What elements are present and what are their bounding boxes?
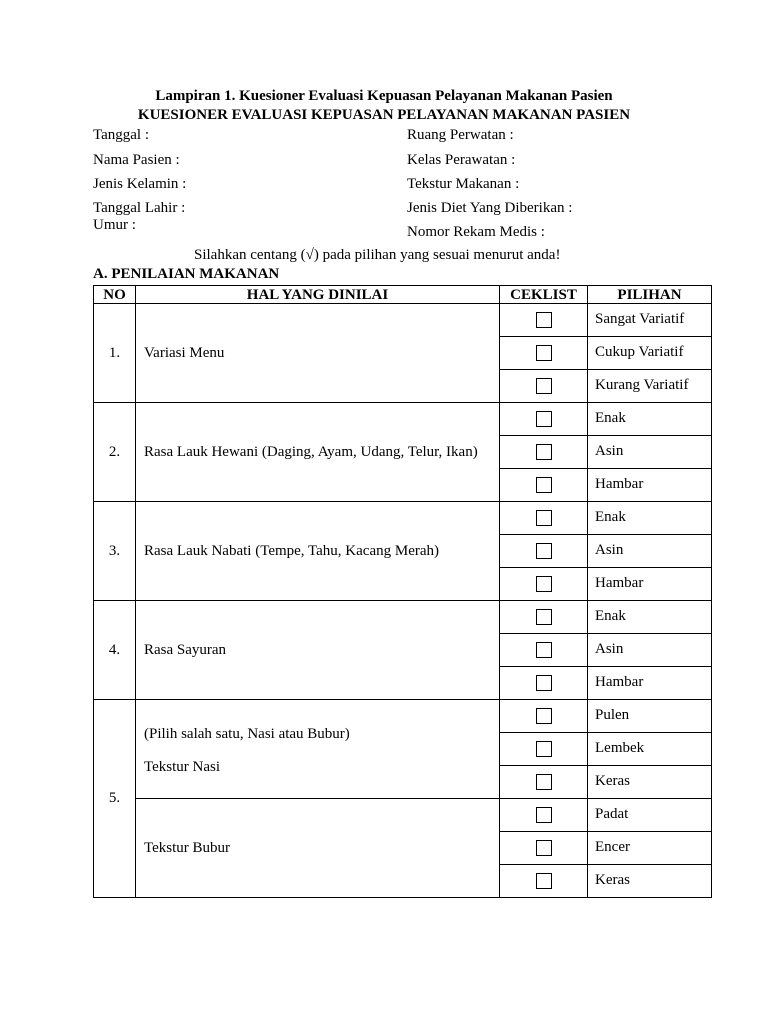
header-item: HAL YANG DINILAI xyxy=(136,286,500,304)
option-label: Asin xyxy=(588,634,712,667)
checkbox[interactable] xyxy=(536,576,552,592)
field-ruang-perawatan: Ruang Perwatan : xyxy=(407,127,514,143)
option-label: Cukup Variatif xyxy=(588,337,712,370)
row-number: 4. xyxy=(94,601,136,700)
check-cell xyxy=(500,733,588,766)
option-label: Encer xyxy=(588,832,712,865)
checkbox[interactable] xyxy=(536,312,552,328)
row-item: Tekstur Bubur xyxy=(136,799,500,898)
checkbox[interactable] xyxy=(536,675,552,691)
row-note: (Pilih salah satu, Nasi atau Bubur) xyxy=(144,726,350,742)
checkbox[interactable] xyxy=(536,807,552,823)
checkbox[interactable] xyxy=(536,708,552,724)
assessment-table xyxy=(93,285,712,898)
checkbox[interactable] xyxy=(536,642,552,658)
option-label: Kurang Variatif xyxy=(588,370,712,403)
check-cell xyxy=(500,799,588,832)
option-label: Enak xyxy=(588,502,712,535)
option-label: Asin xyxy=(588,436,712,469)
table-row xyxy=(94,304,712,337)
checkbox[interactable] xyxy=(536,345,552,361)
option-label: Enak xyxy=(588,403,712,436)
option-label: Hambar xyxy=(588,667,712,700)
option-label: Asin xyxy=(588,535,712,568)
checkbox[interactable] xyxy=(536,477,552,493)
check-cell xyxy=(500,502,588,535)
check-cell xyxy=(500,370,588,403)
section-title: A. PENILAIAN MAKANAN xyxy=(93,266,280,282)
table-row xyxy=(94,502,712,535)
field-jenis-diet: Jenis Diet Yang Diberikan : xyxy=(407,200,573,216)
check-cell xyxy=(500,469,588,502)
check-cell xyxy=(500,535,588,568)
row-item: Rasa Sayuran xyxy=(136,601,500,700)
appendix-title: Lampiran 1. Kuesioner Evaluasi Kepuasan Pelayanan Makanan Pasien xyxy=(155,88,613,104)
check-cell xyxy=(500,568,588,601)
check-cell xyxy=(500,766,588,799)
option-label: Keras xyxy=(588,865,712,898)
option-label: Keras xyxy=(588,766,712,799)
check-cell xyxy=(500,436,588,469)
checkbox[interactable] xyxy=(536,510,552,526)
header-no: NO xyxy=(94,286,136,304)
field-tekstur-makanan: Tekstur Makanan : xyxy=(407,176,520,192)
option-label: Hambar xyxy=(588,568,712,601)
check-cell xyxy=(500,865,588,898)
row-number: 1. xyxy=(94,304,136,403)
row-item: Rasa Lauk Nabati (Tempe, Tahu, Kacang Merah) xyxy=(136,502,500,601)
checkbox[interactable] xyxy=(536,444,552,460)
row-number: 5. xyxy=(94,700,136,898)
check-cell xyxy=(500,832,588,865)
option-label: Sangat Variatif xyxy=(588,304,712,337)
field-umur: Umur : xyxy=(93,217,136,233)
row-item: Rasa Lauk Hewani (Daging, Ayam, Udang, Telur, Ikan) xyxy=(136,403,500,502)
checkbox[interactable] xyxy=(536,840,552,856)
option-label: Pulen xyxy=(588,700,712,733)
row-item: Variasi Menu xyxy=(136,304,500,403)
option-label: Hambar xyxy=(588,469,712,502)
check-cell xyxy=(500,601,588,634)
checkbox[interactable] xyxy=(536,741,552,757)
checkbox[interactable] xyxy=(536,543,552,559)
checkbox[interactable] xyxy=(536,873,552,889)
check-cell xyxy=(500,304,588,337)
row-item-label: Tekstur Nasi xyxy=(144,759,221,775)
checkbox[interactable] xyxy=(536,411,552,427)
header-choice: PILIHAN xyxy=(588,286,712,304)
field-tanggal: Tanggal : xyxy=(93,127,150,143)
check-cell xyxy=(500,337,588,370)
header-check: CEKLIST xyxy=(500,286,588,304)
instruction-text: Silahkan centang (√) pada pilihan yang sesuai menurut anda! xyxy=(194,247,561,263)
table-row xyxy=(94,601,712,634)
field-jenis-kelamin: Jenis Kelamin : xyxy=(93,176,187,192)
option-label: Lembek xyxy=(588,733,712,766)
table-row xyxy=(94,700,712,733)
questionnaire-title: KUESIONER EVALUASI KEPUASAN PELAYANAN MAKANAN PASIEN xyxy=(137,107,631,123)
check-cell xyxy=(500,700,588,733)
checkbox[interactable] xyxy=(536,774,552,790)
table-row xyxy=(94,403,712,436)
check-cell xyxy=(500,667,588,700)
field-nama-pasien: Nama Pasien : xyxy=(93,152,180,168)
checkbox[interactable] xyxy=(536,609,552,625)
option-label: Padat xyxy=(588,799,712,832)
row-item xyxy=(136,700,500,799)
field-nomor-rekam-medis: Nomor Rekam Medis : xyxy=(407,224,545,240)
table-header-row xyxy=(94,286,712,304)
check-cell xyxy=(500,403,588,436)
checkbox[interactable] xyxy=(536,378,552,394)
row-number: 3. xyxy=(94,502,136,601)
field-tanggal-lahir: Tanggal Lahir : xyxy=(93,200,186,216)
table-row xyxy=(94,799,712,832)
check-cell xyxy=(500,634,588,667)
field-kelas-perawatan: Kelas Perawatan : xyxy=(407,152,516,168)
row-number: 2. xyxy=(94,403,136,502)
option-label: Enak xyxy=(588,601,712,634)
